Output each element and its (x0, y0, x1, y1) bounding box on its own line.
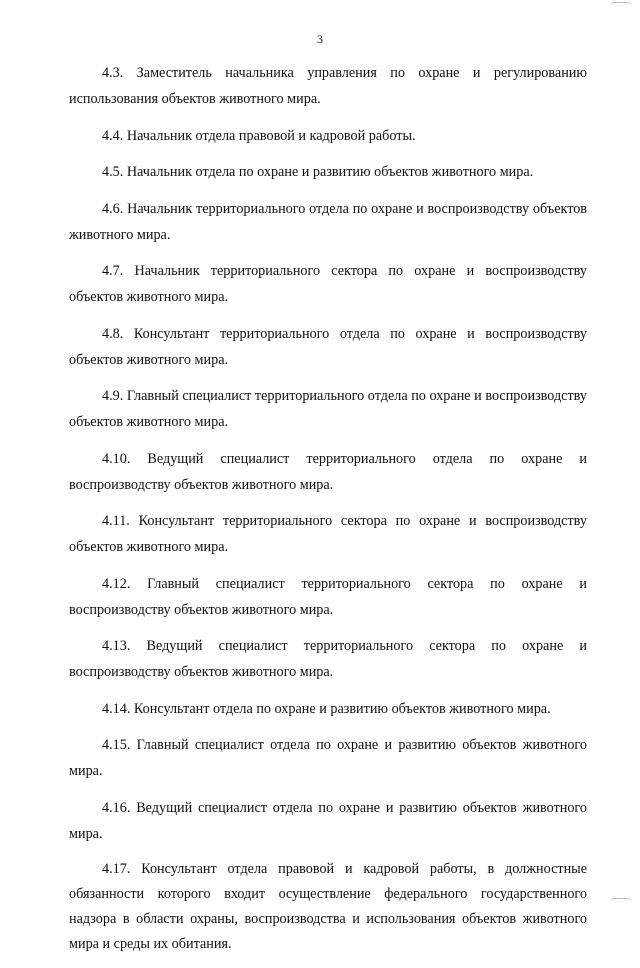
list-item: 4.11. Консультант территориального сектора по охране и воспроизводству объектов животного мира. (69, 513, 587, 555)
list-item: 4.3. Заместитель начальника управления по охране и регулированию использования объектов животного мира. (69, 65, 587, 107)
page-number: 3 (317, 32, 323, 46)
list-item: 4.10. Ведущий специалист территориального отдела по охране и воспроизводству объектов животного мира. (69, 450, 587, 493)
list-item: 4.14. Консультант отдела по охране и развитию объектов животного мира. (102, 700, 551, 717)
list-item: 4.16. Ведущий специалист отдела по охране и развитию объектов животного мира. (69, 799, 587, 842)
list-item: 4.12. Главный специалист территориального сектора по охране и воспроизводству объектов животного мира. (69, 575, 587, 618)
list-item: 4.8. Консультант территориального отдела по охране и воспроизводству объектов животного мира. (69, 325, 587, 368)
list-item: 4.7. Начальник территориального сектора по охране и воспроизводству объектов животного мира. (69, 263, 587, 305)
list-item: 4.5. Начальник отдела по охране и развитию объектов животного мира. (102, 164, 534, 180)
list-item: 4.6. Начальник территориального отдела по охране и воспроизводству объектов животного мира. (69, 200, 587, 243)
list-item: 4.13. Ведущий специалист территориального сектора по охране и воспроизводству объектов животного мира. (69, 638, 587, 680)
scan-corner-mark (610, 2, 632, 7)
scan-corner-mark (610, 898, 632, 903)
list-item: 4.17. Консультант отдела правовой и кадровой работы, в должностные обязанности которого входит осуществление федерального государственного надзора в области охраны, воспроизводства и использования объектов животного мира и среды их обитания. (69, 861, 587, 952)
list-item: 4.4. Начальник отдела правовой и кадровой работы. (102, 127, 416, 144)
list-item: 4.15. Главный специалист отдела по охране и развитию объектов животного мира. (69, 737, 587, 779)
list-item: 4.9. Главный специалист территориального отдела по охране и воспроизводству объектов животного мира. (69, 388, 587, 430)
document-body (69, 60, 587, 968)
